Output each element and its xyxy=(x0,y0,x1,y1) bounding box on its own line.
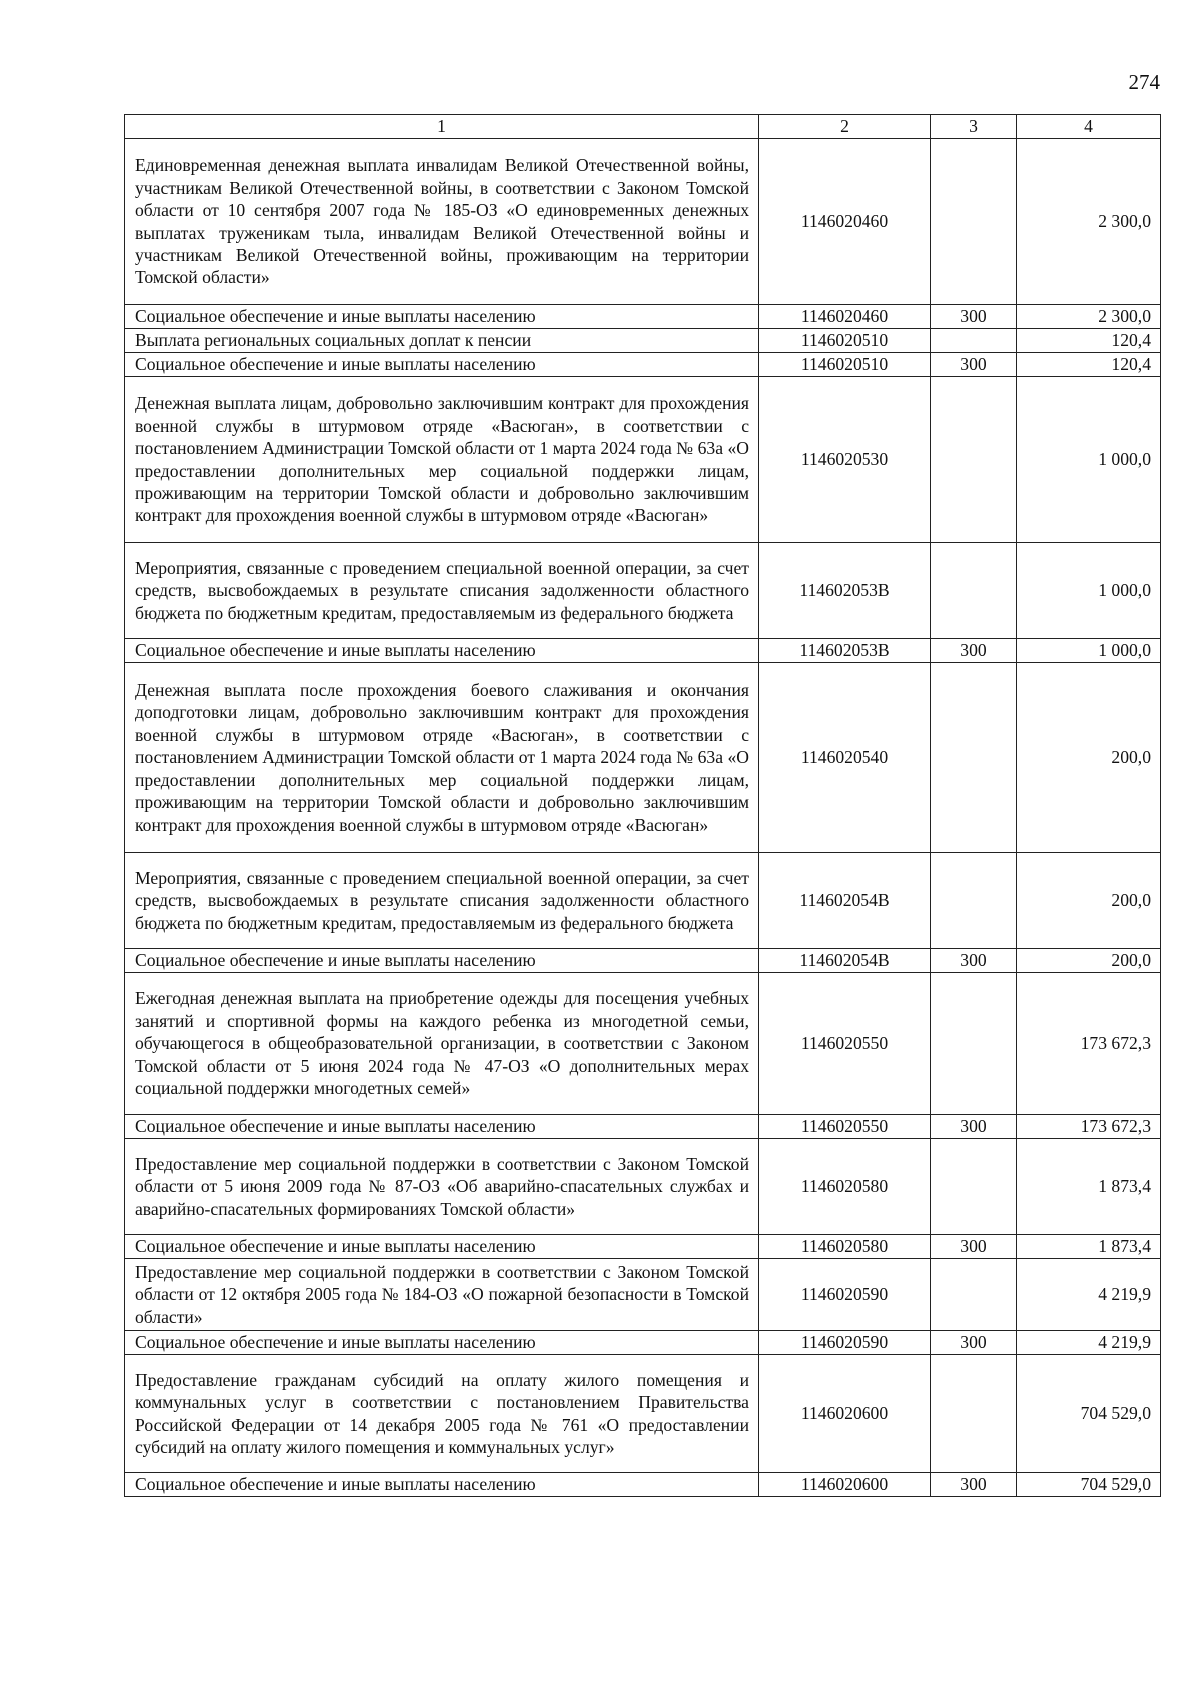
row-sum-cell: 173 672,3 xyxy=(1017,1115,1161,1139)
table-row xyxy=(125,1139,1161,1235)
header-cell-2: 2 xyxy=(759,115,931,139)
row-name-cell: Предоставление гражданам субсидий на оплату жилого помещения и коммунальных услуг в соответствии с постановлением Правительства Российской Федерации от 14 декабря 2005 года № 761 «О предоставлении субсидий на оплату жилого помещения и коммунальных услуг» xyxy=(125,1355,759,1473)
row-sum-cell: 1 873,4 xyxy=(1017,1235,1161,1259)
row-sum-cell: 704 529,0 xyxy=(1017,1355,1161,1473)
row-code-cell: 114602053В xyxy=(759,639,931,663)
row-sum-cell: 200,0 xyxy=(1017,853,1161,949)
row-code-cell: 1146020530 xyxy=(759,377,931,543)
row-name-cell: Социальное обеспечение и иные выплаты населению xyxy=(125,1331,759,1355)
row-code-cell: 114602054В xyxy=(759,949,931,973)
table-row xyxy=(125,1355,1161,1473)
row-code-cell: 1146020600 xyxy=(759,1473,931,1497)
header-cell-3: 3 xyxy=(931,115,1017,139)
row-code-cell: 114602054В xyxy=(759,853,931,949)
row-type-cell xyxy=(931,1259,1017,1331)
row-name-cell: Ежегодная денежная выплата на приобретение одежды для посещения учебных занятий и спортивной формы на каждого ребенка из многодетной семьи, обучающегося в общеобразовательной организации, в соответствии с Законом Томской области от 5 июня 2024 года № 47-ОЗ «О дополнительных мерах социальной поддержки многодетных семей» xyxy=(125,973,759,1115)
row-sum-cell: 1 000,0 xyxy=(1017,543,1161,639)
row-name-cell: Мероприятия, связанные с проведением специальной военной операции, за счет средств, высвобождаемых в результате списания задолженности областного бюджета по бюджетным кредитам, предоставляемым из федерального бюджета xyxy=(125,853,759,949)
row-code-cell: 1146020580 xyxy=(759,1139,931,1235)
row-code-cell: 1146020460 xyxy=(759,139,931,305)
row-sum-cell: 1 000,0 xyxy=(1017,377,1161,543)
row-name-cell: Предоставление мер социальной поддержки в соответствии с Законом Томской области от 12 октября 2005 года № 184-ОЗ «О пожарной безопасности в Томской области» xyxy=(125,1259,759,1331)
row-type-cell: 300 xyxy=(931,305,1017,329)
row-sum-cell: 120,4 xyxy=(1017,329,1161,353)
row-code-cell: 1146020600 xyxy=(759,1355,931,1473)
row-type-cell: 300 xyxy=(931,353,1017,377)
row-type-cell xyxy=(931,139,1017,305)
table-row xyxy=(125,663,1161,853)
table-row xyxy=(125,949,1161,973)
row-type-cell: 300 xyxy=(931,1331,1017,1355)
row-code-cell: 1146020540 xyxy=(759,663,931,853)
row-type-cell xyxy=(931,973,1017,1115)
header-cell-1: 1 xyxy=(125,115,759,139)
row-sum-cell: 200,0 xyxy=(1017,949,1161,973)
page-number: 274 xyxy=(1128,70,1160,94)
row-type-cell: 300 xyxy=(931,949,1017,973)
row-name-cell: Мероприятия, связанные с проведением специальной военной операции, за счет средств, высвобождаемых в результате списания задолженности областного бюджета по бюджетным кредитам, предоставляемым из федерального бюджета xyxy=(125,543,759,639)
table-row xyxy=(125,1115,1161,1139)
row-name-cell: Социальное обеспечение и иные выплаты населению xyxy=(125,305,759,329)
row-code-cell: 1146020590 xyxy=(759,1331,931,1355)
row-name-cell: Социальное обеспечение и иные выплаты населению xyxy=(125,1473,759,1497)
row-code-cell: 1146020580 xyxy=(759,1235,931,1259)
table-row xyxy=(125,639,1161,663)
table-row xyxy=(125,1473,1161,1497)
row-sum-cell: 200,0 xyxy=(1017,663,1161,853)
row-sum-cell: 4 219,9 xyxy=(1017,1331,1161,1355)
row-type-cell xyxy=(931,1355,1017,1473)
row-sum-cell: 1 873,4 xyxy=(1017,1139,1161,1235)
row-code-cell: 1146020460 xyxy=(759,305,931,329)
row-name-cell: Социальное обеспечение и иные выплаты населению xyxy=(125,353,759,377)
row-type-cell xyxy=(931,1139,1017,1235)
row-name-cell: Социальное обеспечение и иные выплаты населению xyxy=(125,1115,759,1139)
row-type-cell: 300 xyxy=(931,1473,1017,1497)
row-sum-cell: 120,4 xyxy=(1017,353,1161,377)
row-sum-cell: 4 219,9 xyxy=(1017,1259,1161,1331)
budget-table xyxy=(124,114,1161,1497)
row-type-cell: 300 xyxy=(931,1115,1017,1139)
row-sum-cell: 2 300,0 xyxy=(1017,305,1161,329)
row-type-cell xyxy=(931,663,1017,853)
table-row xyxy=(125,543,1161,639)
row-sum-cell: 173 672,3 xyxy=(1017,973,1161,1115)
table-header-row xyxy=(125,115,1161,139)
row-sum-cell: 1 000,0 xyxy=(1017,639,1161,663)
table-row xyxy=(125,329,1161,353)
row-sum-cell: 2 300,0 xyxy=(1017,139,1161,305)
row-type-cell xyxy=(931,853,1017,949)
row-code-cell: 1146020590 xyxy=(759,1259,931,1331)
table-row xyxy=(125,377,1161,543)
row-name-cell: Денежная выплата лицам, добровольно заключившим контракт для прохождения военной службы в штурмовом отряде «Васюган», в соответствии с постановлением Администрации Томской области от 1 марта 2024 года № 63а «О предоставлении дополнительных мер социальной поддержки лицам, проживающим на территории Томской области и добровольно заключившим контракт для прохождения военной службы в штурмовом отряде «Васюган» xyxy=(125,377,759,543)
row-type-cell xyxy=(931,329,1017,353)
table-row xyxy=(125,353,1161,377)
row-code-cell: 1146020510 xyxy=(759,353,931,377)
row-name-cell: Единовременная денежная выплата инвалидам Великой Отечественной войны, участникам Великой Отечественной войны, в соответствии с Законом Томской области от 10 сентября 2007 года № 185-ОЗ «О единовременных денежных выплатах труженикам тыла, инвалидам Великой Отечественной войны и участникам Великой Отечественной войны, проживающим на территории Томской области» xyxy=(125,139,759,305)
row-name-cell: Социальное обеспечение и иные выплаты населению xyxy=(125,949,759,973)
table-row xyxy=(125,305,1161,329)
row-code-cell: 1146020550 xyxy=(759,973,931,1115)
row-name-cell: Выплата региональных социальных доплат к пенсии xyxy=(125,329,759,353)
table-row xyxy=(125,139,1161,305)
table-row xyxy=(125,1235,1161,1259)
row-code-cell: 1146020550 xyxy=(759,1115,931,1139)
row-name-cell: Денежная выплата после прохождения боевого слаживания и окончания доподготовки лицам, добровольно заключившим контракт для прохождения военной службы в штурмовом отряде «Васюган», в соответствии с постановлением Администрации Томской области от 1 марта 2024 года № 63а «О предоставлении дополнительных мер социальной поддержки лицам, проживающим на территории Томской области и добровольно заключившим контракт для прохождения военной службы в штурмовом отряде «Васюган» xyxy=(125,663,759,853)
header-cell-4: 4 xyxy=(1017,115,1161,139)
row-code-cell: 114602053В xyxy=(759,543,931,639)
table-row xyxy=(125,1259,1161,1331)
row-type-cell xyxy=(931,543,1017,639)
table-row xyxy=(125,1331,1161,1355)
row-type-cell: 300 xyxy=(931,639,1017,663)
row-name-cell: Социальное обеспечение и иные выплаты населению xyxy=(125,639,759,663)
row-type-cell: 300 xyxy=(931,1235,1017,1259)
row-type-cell xyxy=(931,377,1017,543)
row-name-cell: Социальное обеспечение и иные выплаты населению xyxy=(125,1235,759,1259)
table-row xyxy=(125,973,1161,1115)
row-code-cell: 1146020510 xyxy=(759,329,931,353)
row-name-cell: Предоставление мер социальной поддержки в соответствии с Законом Томской области от 5 июня 2009 года № 87-ОЗ «Об аварийно-спасательных службах и аварийно-спасательных формированиях Томской области» xyxy=(125,1139,759,1235)
table-row xyxy=(125,853,1161,949)
row-sum-cell: 704 529,0 xyxy=(1017,1473,1161,1497)
